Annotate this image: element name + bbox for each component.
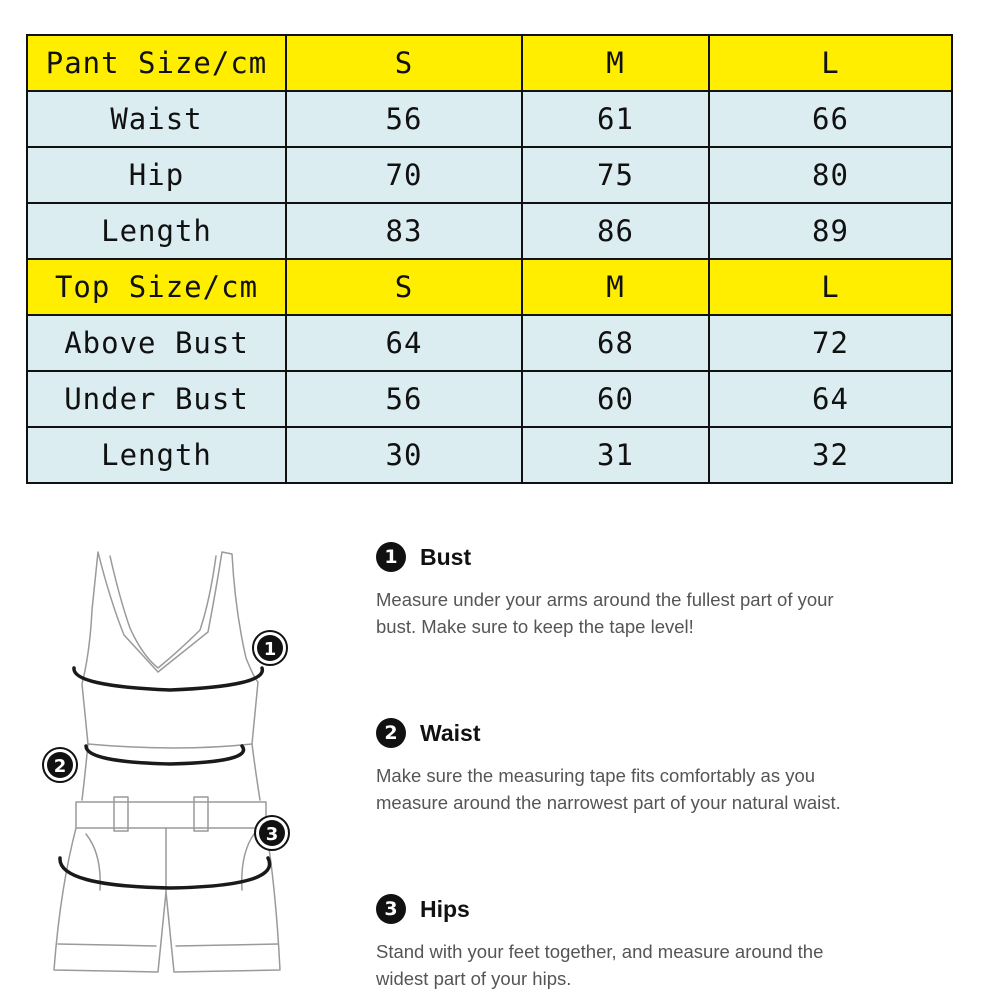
number-badge: 2: [376, 718, 406, 748]
table-cell: 68: [522, 315, 709, 371]
table-cell: 75: [522, 147, 709, 203]
body-measurement-figure: [30, 540, 310, 990]
table-row: [27, 147, 952, 203]
hip-measure-line: [60, 858, 270, 888]
row-label: Length: [27, 203, 286, 259]
table-cell: 56: [286, 91, 522, 147]
svg-text:3: 3: [265, 824, 279, 845]
table-cell: 72: [709, 315, 952, 371]
table-cell: 83: [286, 203, 522, 259]
table-cell: 80: [709, 147, 952, 203]
table-cell: 86: [522, 203, 709, 259]
instruction-text: Make sure the measuring tape fits comfortably as you measure around the narrowest part of your natural waist.: [376, 765, 841, 813]
table-cell: 31: [522, 427, 709, 483]
table-cell: 30: [286, 427, 522, 483]
row-label: Under Bust: [27, 371, 286, 427]
row-label: Above Bust: [27, 315, 286, 371]
table-cell: 64: [286, 315, 522, 371]
marker-2: [43, 748, 77, 782]
table-cell: 66: [709, 91, 952, 147]
svg-text:2: 2: [53, 756, 67, 777]
instruction-text: Stand with your feet together, and measure around the widest part of your hips.: [376, 941, 824, 989]
table-cell: 56: [286, 371, 522, 427]
top-garment-outline: [82, 552, 258, 748]
size-m-header: M: [522, 35, 709, 91]
table-cell: 89: [709, 203, 952, 259]
instruction-hips: [376, 892, 976, 992]
table-cell: 70: [286, 147, 522, 203]
top-size-label: Top Size/cm: [27, 259, 286, 315]
table-row: [27, 315, 952, 371]
instruction-text: Measure under your arms around the fullest part of your bust. Make sure to keep the tape level!: [376, 589, 834, 637]
table-cell: 61: [522, 91, 709, 147]
table-row: [27, 427, 952, 483]
table-row: [27, 91, 952, 147]
pant-size-label: Pant Size/cm: [27, 35, 286, 91]
table-row: [27, 203, 952, 259]
svg-text:1: 1: [263, 639, 277, 660]
top-size-header-row: [27, 259, 952, 315]
size-s-header: S: [286, 35, 522, 91]
row-label: Waist: [27, 91, 286, 147]
number-badge: 3: [376, 894, 406, 924]
instruction-bust: [376, 540, 976, 640]
table-row: [27, 371, 952, 427]
instruction-title: Bust: [420, 543, 472, 570]
torso-right: [252, 744, 260, 800]
size-m-header: M: [522, 259, 709, 315]
row-label: Length: [27, 427, 286, 483]
pant-size-header-row: [27, 35, 952, 91]
instruction-waist: [376, 716, 976, 816]
waistband: [76, 802, 266, 828]
size-chart-table: [26, 34, 953, 484]
table-cell: 32: [709, 427, 952, 483]
marker-3: [255, 816, 289, 850]
instruction-title: Hips: [420, 895, 470, 922]
top-neckline: [110, 556, 216, 668]
number-badge: 1: [376, 542, 406, 572]
hem-left: [58, 944, 156, 946]
torso-left: [82, 744, 88, 800]
hem-right: [176, 944, 278, 946]
marker-1: [253, 631, 287, 665]
row-label: Hip: [27, 147, 286, 203]
bust-measure-line: [74, 668, 262, 690]
instruction-title: Waist: [420, 719, 481, 746]
size-l-header: L: [709, 35, 952, 91]
size-l-header: L: [709, 259, 952, 315]
size-s-header: S: [286, 259, 522, 315]
table-cell: 60: [522, 371, 709, 427]
waist-measure-line: [86, 746, 244, 764]
table-cell: 64: [709, 371, 952, 427]
